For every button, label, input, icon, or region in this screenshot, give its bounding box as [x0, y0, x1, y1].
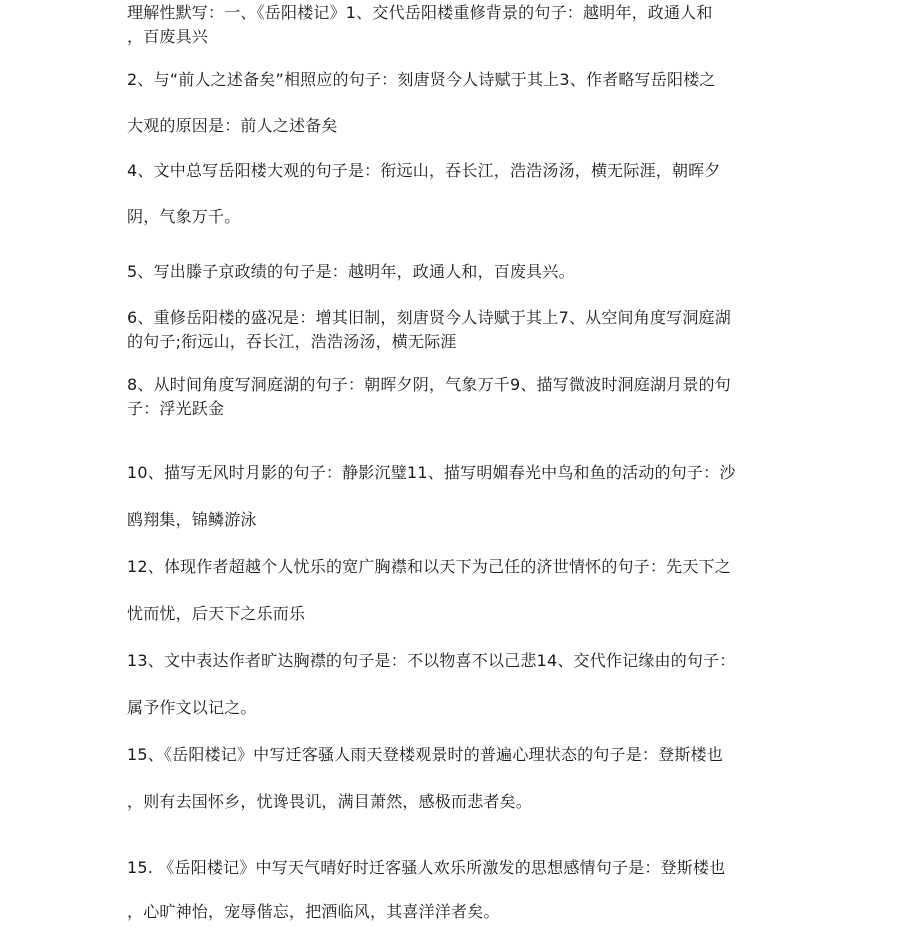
text-line: 大观的原因是：前人之述备矣 — [127, 116, 338, 135]
text-line: 5、写出滕子京政绩的句子是：越明年，政通人和，百废具兴。 — [127, 262, 575, 281]
text-line: 15、《岳阳楼记》中写迁客骚人雨天登楼观景时的普遍心理状态的句子是：登斯楼也 — [127, 745, 723, 764]
text-line: 8、从时间角度写洞庭湖的句子：朝晖夕阴，气象万千9、描写微波时洞庭湖月景的句 — [127, 375, 731, 394]
text-line: 13、文中表达作者旷达胸襟的句子是：不以物喜不以己悲14、交代作记缘由的句子： — [127, 651, 736, 670]
text-line: 12、体现作者超越个人忧乐的宽广胸襟和以天下为己任的济世情怀的句子：先天下之 — [127, 557, 731, 576]
text-line: 4、文中总写岳阳楼大观的句子是：衔远山，吞长江，浩浩汤汤，横无际涯，朝晖夕 — [127, 161, 721, 180]
text-line: 10、描写无风时月影的句子：静影沉璧11、描写明媚春光中鸟和鱼的活动的句子：沙 — [127, 463, 736, 482]
text-line: 忧而忧，后天下之乐而乐 — [127, 604, 306, 623]
text-line: 2、与“前人之述备矣”相照应的句子：刻唐贤今人诗赋于其上3、作者略写岳阳楼之 — [127, 70, 716, 89]
text-line: 理解性默写：一、《岳阳楼记》1、交代岳阳楼重修背景的句子：越明年，政通人和 — [127, 3, 713, 22]
text-line: 15. 《岳阳楼记》中写天气晴好时迁客骚人欢乐所激发的思想感情句子是：登斯楼也 — [127, 858, 726, 877]
text-line: ，百废具兴 — [127, 27, 209, 46]
text-line: ，心旷神怡，宠辱偕忘，把酒临风，其喜洋洋者矣。 — [127, 902, 500, 921]
text-line: 子：浮光跃金 — [127, 399, 225, 418]
text-line: 阴，气象万千。 — [127, 207, 241, 226]
text-line: 属予作文以记之。 — [127, 698, 257, 717]
text-line: ，则有去国怀乡，忧谗畏讥，满目萧然，感极而悲者矣。 — [127, 792, 533, 811]
text-line: 鸥翔集，锦鳞游泳 — [127, 510, 257, 529]
text-line: 的句子;衔远山，吞长江，浩浩汤汤，横无际涯 — [127, 332, 457, 351]
text-line: 6、重修岳阳楼的盛况是：增其旧制，刻唐贤今人诗赋于其上7、从空间角度写洞庭湖 — [127, 308, 731, 327]
